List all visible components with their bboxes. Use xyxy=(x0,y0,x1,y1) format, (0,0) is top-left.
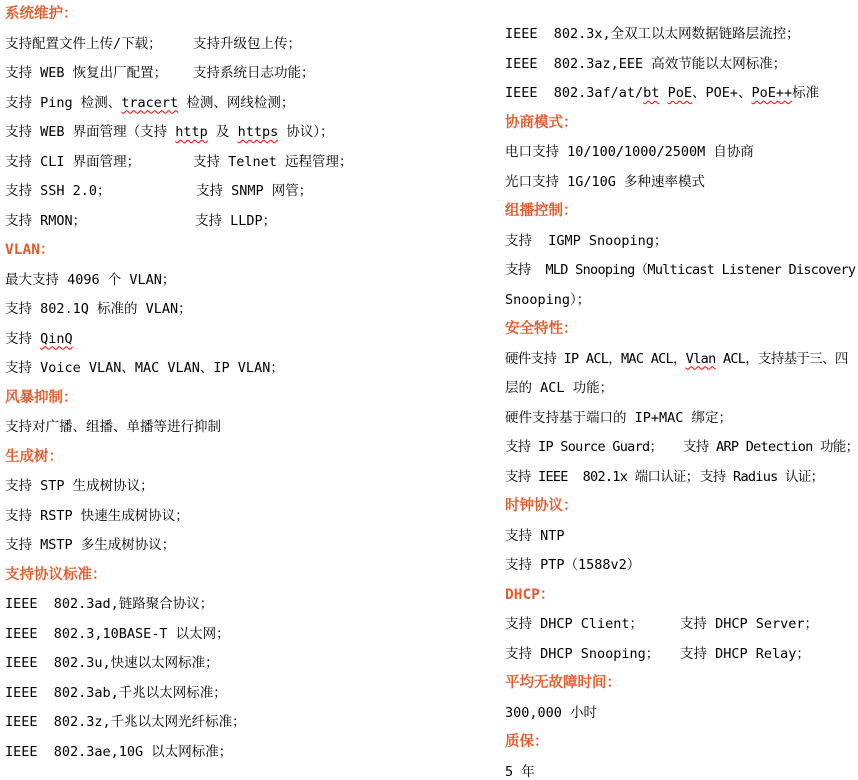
spec-text: 支持 DHCP Snooping； xyxy=(505,645,660,662)
spec-line xyxy=(5,649,443,679)
spec-line xyxy=(505,640,858,670)
section-heading: VLAN： xyxy=(5,242,55,258)
spec-text: 支持 RMON； xyxy=(5,212,87,229)
spec-text: 支持配置文件上传/下载； xyxy=(5,35,162,52)
spec-text: IEEE 802.3u,快速以太网标准； xyxy=(5,655,219,671)
spec-line xyxy=(505,758,858,780)
spec-text: 及 xyxy=(207,124,238,140)
spec-text: 支持升级包上传； xyxy=(193,35,301,52)
spec-line xyxy=(5,531,443,561)
spec-text: IEEE 802.3z,千兆以太网光纤标准； xyxy=(5,714,246,730)
spec-text: 支持 SNMP 网管； xyxy=(196,183,313,199)
spellcheck-underlined-term: tracert xyxy=(121,94,179,111)
spec-column-left xyxy=(5,0,443,767)
spec-line xyxy=(505,374,858,404)
section-heading: 平均无故障时间： xyxy=(505,675,621,691)
spec-text: 支持 xyxy=(5,330,41,347)
spec-line xyxy=(5,413,443,443)
spec-text: 支持 MSTP 多生成树协议； xyxy=(5,537,176,553)
section-heading: 生成树： xyxy=(5,448,63,465)
spec-line xyxy=(505,610,858,640)
spec-text: IEEE 802.3x,全双工以太网数据链路层流控； xyxy=(505,26,800,42)
spec-text: 支持 WEB 恢复出厂配置； xyxy=(5,65,168,81)
spec-text: Snooping）； xyxy=(505,291,591,308)
spec-text: IEEE 802.3ab,千兆以太网标准； xyxy=(5,684,227,701)
spec-text: 层的 ACL 功能； xyxy=(505,380,614,396)
spec-column-right xyxy=(505,20,858,780)
spec-line xyxy=(505,404,858,434)
spec-line xyxy=(505,256,858,286)
spec-line xyxy=(5,266,443,296)
spec-text: 支持 DHCP Client； xyxy=(505,616,644,632)
section-heading: DHCP： xyxy=(505,586,555,603)
spec-line xyxy=(5,738,443,768)
spec-text: 标准 xyxy=(792,85,820,101)
spec-line xyxy=(5,30,443,60)
spec-line xyxy=(505,463,858,493)
spec-line xyxy=(5,207,443,237)
spellcheck-underlined-term: http xyxy=(175,124,208,140)
spec-line xyxy=(505,286,858,316)
spec-text: 支持 IGMP Snooping； xyxy=(505,232,668,249)
spec-line xyxy=(505,227,858,257)
spec-line xyxy=(505,345,858,375)
spec-line xyxy=(5,590,443,620)
section-heading: 质保： xyxy=(505,734,549,750)
section-heading: 组播控制： xyxy=(505,203,578,219)
spec-line xyxy=(505,522,858,552)
spec-text: 支持系统日志功能； xyxy=(193,65,315,81)
spec-line xyxy=(5,59,443,89)
spec-line xyxy=(5,708,443,738)
spec-text: 支持 STP 生成树协议； xyxy=(5,478,154,494)
spec-line xyxy=(505,433,858,463)
spec-line xyxy=(5,325,443,355)
spellcheck-underlined-term: QinQ xyxy=(40,330,73,347)
spec-text: 5 年 xyxy=(505,763,535,780)
spec-line xyxy=(5,295,443,325)
spec-text: 支持 PTP（1588v2） xyxy=(505,557,641,573)
spec-text: 支持 802.1Q 标准的 VLAN； xyxy=(5,301,192,317)
spec-line xyxy=(5,148,443,178)
spec-text: IEEE 802.3az,EEE 高效节能以太网标准； xyxy=(505,55,787,72)
section-heading: 系统维护： xyxy=(5,6,78,22)
spec-text: 支持 NTP xyxy=(505,527,565,544)
spec-text: 、POE+、 xyxy=(691,85,752,101)
spec-text: 支持 Voice VLAN、MAC VLAN、IP VLAN； xyxy=(5,360,284,376)
spec-text: IEEE 802.3af/at/ xyxy=(505,85,644,101)
spec-line xyxy=(505,50,858,80)
spec-line xyxy=(5,354,443,384)
spec-line xyxy=(505,168,858,198)
section-heading: 协商模式： xyxy=(505,114,578,131)
spec-text: 最大支持 4096 个 VLAN； xyxy=(5,271,176,288)
spec-text: 支持 CLI 界面管理； xyxy=(5,153,141,170)
spellcheck-underlined-term: Vlan xyxy=(685,350,716,367)
spec-line xyxy=(5,679,443,709)
section-heading: 风暴抑制： xyxy=(5,389,78,406)
section-heading: 支持协议标准： xyxy=(5,566,107,583)
spec-line xyxy=(5,472,443,502)
spellcheck-underlined-term: PoE xyxy=(667,85,692,101)
spec-text: 协议）； xyxy=(278,124,334,140)
spec-text: 支持 RSTP 快速生成树协议； xyxy=(5,507,189,524)
spec-text: ACL，支持基于三、四 xyxy=(715,350,848,367)
spec-text: 支持 Radius 认证； xyxy=(700,468,824,485)
spellcheck-underlined-term: PoE++ xyxy=(751,85,793,101)
spellcheck-underlined-term: bt xyxy=(643,85,660,101)
spec-text: 支持对广播、组播、单播等进行抑制 xyxy=(5,419,221,435)
spec-text: 支持 DHCP Relay； xyxy=(680,645,810,662)
spec-text: 硬件支持基于端口的 IP+MAC 绑定； xyxy=(505,409,733,426)
spec-text: 支持 Telnet 远程管理； xyxy=(193,153,353,170)
spec-line xyxy=(505,699,858,729)
spec-text: IEEE 802.3ae,10G 以太网标准； xyxy=(5,743,233,760)
spec-text: 支持 Ping 检测、 xyxy=(5,94,122,111)
spec-text: 硬件支持 IP ACL，MAC ACL， xyxy=(505,350,686,367)
spec-text: 电口支持 10/100/1000/2500M 自协商 xyxy=(505,144,754,160)
spec-line xyxy=(5,118,443,148)
spec-text xyxy=(659,85,667,101)
spec-text: 检测、网线检测； xyxy=(178,94,295,111)
spec-text: 支持 IEEE 802.1x 端口认证； xyxy=(505,468,699,485)
section-heading: 安全特性： xyxy=(505,321,578,337)
spec-text: 支持 ARP Detection 功能； xyxy=(683,439,858,455)
spec-text: 300,000 小时 xyxy=(505,704,598,721)
spec-line xyxy=(505,20,858,50)
spec-line xyxy=(5,177,443,207)
spec-text: 支持 MLD Snooping（Multicast Listener Discovery xyxy=(505,262,856,278)
spec-text: 光口支持 1G/10G 多种速率模式 xyxy=(505,173,706,190)
spec-line xyxy=(5,502,443,532)
spec-line xyxy=(5,620,443,650)
spec-text: 支持 LLDP； xyxy=(195,212,277,229)
spec-text: 支持 DHCP Server； xyxy=(680,616,819,632)
spec-line xyxy=(505,138,858,168)
spec-line xyxy=(505,79,858,109)
spec-line xyxy=(505,551,858,581)
spellcheck-underlined-term: https xyxy=(237,124,279,140)
spec-text: 支持 WEB 界面管理（支持 xyxy=(5,124,176,140)
spec-text: IEEE 802.3ad,链路聚合协议； xyxy=(5,596,214,612)
spec-line xyxy=(5,89,443,119)
section-heading: 时钟协议： xyxy=(505,498,578,514)
spec-text: 支持 SSH 2.0； xyxy=(5,183,111,199)
spec-text: 支持 IP Source Guard； xyxy=(505,439,663,455)
spec-text: IEEE 802.3,10BASE-T 以太网； xyxy=(5,625,230,642)
